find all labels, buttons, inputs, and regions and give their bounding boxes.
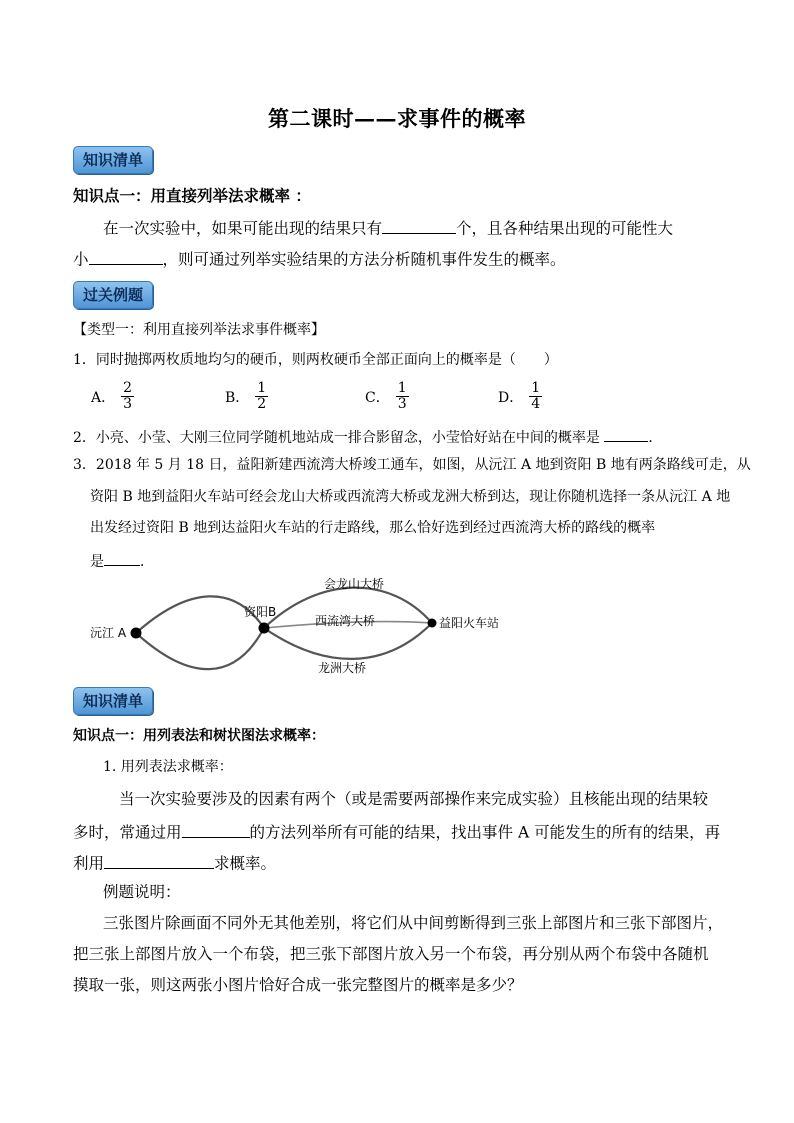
question-3-line: 3．2018 年 5 月 18 日，益阳新建西流湾大桥竣工通车，如图，从沅江 A 地到资阳 B 地有两条路线可走，从 bbox=[73, 457, 751, 473]
fraction bbox=[529, 381, 542, 413]
node-a-dot bbox=[131, 628, 142, 639]
text-span: 在一次实验中，如果可能出现的结果只有 bbox=[103, 219, 383, 238]
option-d bbox=[498, 381, 542, 413]
numerator: 1 bbox=[531, 380, 541, 396]
option-label: D． bbox=[498, 389, 524, 406]
question-3-line: 资阳 B 地到益阳火车站可经会龙山大桥或西流湾大桥或龙洲大桥到达，现让你随机选择一条从沅江 A 地 bbox=[90, 489, 731, 505]
denominator: 3 bbox=[397, 396, 407, 413]
denominator: 3 bbox=[123, 396, 133, 413]
example-line: 三张图片除画面不同外无其他差别，将它们从中间剪断得到三张上部图片和三张下部图片， bbox=[103, 914, 724, 932]
question-3-line: 出发经过资阳 B 地到达益阳火车站的行走路线，那么恰好选到经过西流湾大桥的路线的概率 bbox=[90, 520, 656, 536]
fill-blank bbox=[104, 551, 140, 566]
node-c-dot bbox=[428, 619, 437, 628]
fraction bbox=[121, 381, 134, 413]
knowledge-point-title: 知识点一：用列表法和树状图法求概率： bbox=[73, 728, 325, 744]
numerator: 2 bbox=[123, 380, 133, 396]
numerator: 1 bbox=[257, 380, 267, 396]
example-label: 例题说明： bbox=[103, 883, 181, 901]
text-span: 是 bbox=[90, 554, 104, 570]
option-label: C． bbox=[365, 389, 390, 406]
fill-blank bbox=[604, 427, 648, 442]
text-span: 小 bbox=[73, 250, 89, 269]
node-a-label: 沅江 A bbox=[90, 626, 127, 640]
subheading: 1. 用列表法求概率： bbox=[103, 759, 233, 775]
text-span: 利用 bbox=[73, 854, 105, 873]
paragraph-line bbox=[73, 248, 566, 269]
paragraph-line bbox=[73, 821, 720, 842]
fill-blank bbox=[89, 248, 163, 265]
node-b-label: 资阳B bbox=[244, 605, 277, 619]
fill-blank bbox=[182, 821, 250, 838]
bridge-mid-label: 西流湾大桥 bbox=[315, 614, 376, 628]
text-span: 2．小亮、小莹、大刚三位同学随机地站成一排合影留念，小莹恰好站在中间的概率是 bbox=[73, 430, 600, 446]
fill-blank bbox=[104, 852, 214, 869]
text-span: ，则可通过列举实验结果的方法分析随机事件发生的概率。 bbox=[162, 250, 566, 269]
route-longzhou bbox=[264, 623, 432, 659]
option-c bbox=[365, 381, 409, 413]
example-line: 摸取一张，则这两张小图片恰好合成一张完整图片的概率是多少？ bbox=[73, 976, 523, 994]
route-a-b-lower bbox=[136, 628, 264, 669]
node-c-label: 益阳火车站 bbox=[439, 616, 500, 630]
example-line: 把三张上部图片放入一个布袋，把三张下部图片放入另一个布袋，再分别从两个布袋中各随机 bbox=[73, 945, 709, 963]
paragraph-line: 当一次实验要涉及的因素有两个（或是需要两部操作来完成实验）且核能出现的结果较 bbox=[119, 790, 709, 808]
denominator: 2 bbox=[257, 396, 267, 413]
bridge-top-label: 会龙山大桥 bbox=[324, 577, 385, 591]
fill-blank bbox=[382, 217, 456, 234]
text-span: 求概率。 bbox=[214, 854, 277, 873]
text-span: ． bbox=[648, 430, 663, 446]
bridge-bottom-label: 龙洲大桥 bbox=[318, 661, 367, 675]
text-span: ． bbox=[140, 554, 154, 570]
question-2 bbox=[73, 427, 662, 447]
paragraph-line bbox=[103, 217, 723, 238]
question-1: 1．同时抛掷两枚质地均匀的硬币，则两枚硬币全部正面向上的概率是（ ） bbox=[73, 352, 558, 368]
node-b-dot bbox=[259, 623, 270, 634]
section-badge-knowledge-2 bbox=[73, 687, 153, 715]
numerator: 1 bbox=[397, 380, 407, 396]
option-a bbox=[91, 381, 134, 413]
question-3-line bbox=[90, 551, 154, 571]
section-badge-knowledge bbox=[73, 146, 153, 174]
badge-label: 知识清单 bbox=[73, 687, 153, 715]
knowledge-point-title: 知识点一：用直接列举法求概率 ： bbox=[73, 186, 311, 205]
section-badge-examples bbox=[73, 281, 153, 309]
paragraph-line bbox=[73, 852, 276, 873]
option-label: B． bbox=[225, 389, 250, 406]
text-span: 多时，常通过用 bbox=[73, 823, 182, 842]
badge-label: 知识清单 bbox=[73, 146, 153, 174]
option-label: A． bbox=[91, 389, 116, 406]
denominator: 4 bbox=[531, 396, 541, 413]
text-span: 个，且各种结果出现的可能性大 bbox=[456, 219, 674, 238]
option-b bbox=[225, 381, 268, 413]
type-title: 【类型一：利用直接列举法求事件概率】 bbox=[73, 322, 325, 338]
fraction bbox=[396, 381, 409, 413]
route-diagram bbox=[80, 570, 520, 685]
badge-label: 过关例题 bbox=[73, 281, 153, 309]
fraction bbox=[255, 381, 268, 413]
text-span: 的方法列举所有可能的结果，找出事件 A 可能发生的所有的结果，再 bbox=[249, 823, 721, 842]
page-title: 第二课时——求事件的概率 bbox=[268, 106, 526, 131]
